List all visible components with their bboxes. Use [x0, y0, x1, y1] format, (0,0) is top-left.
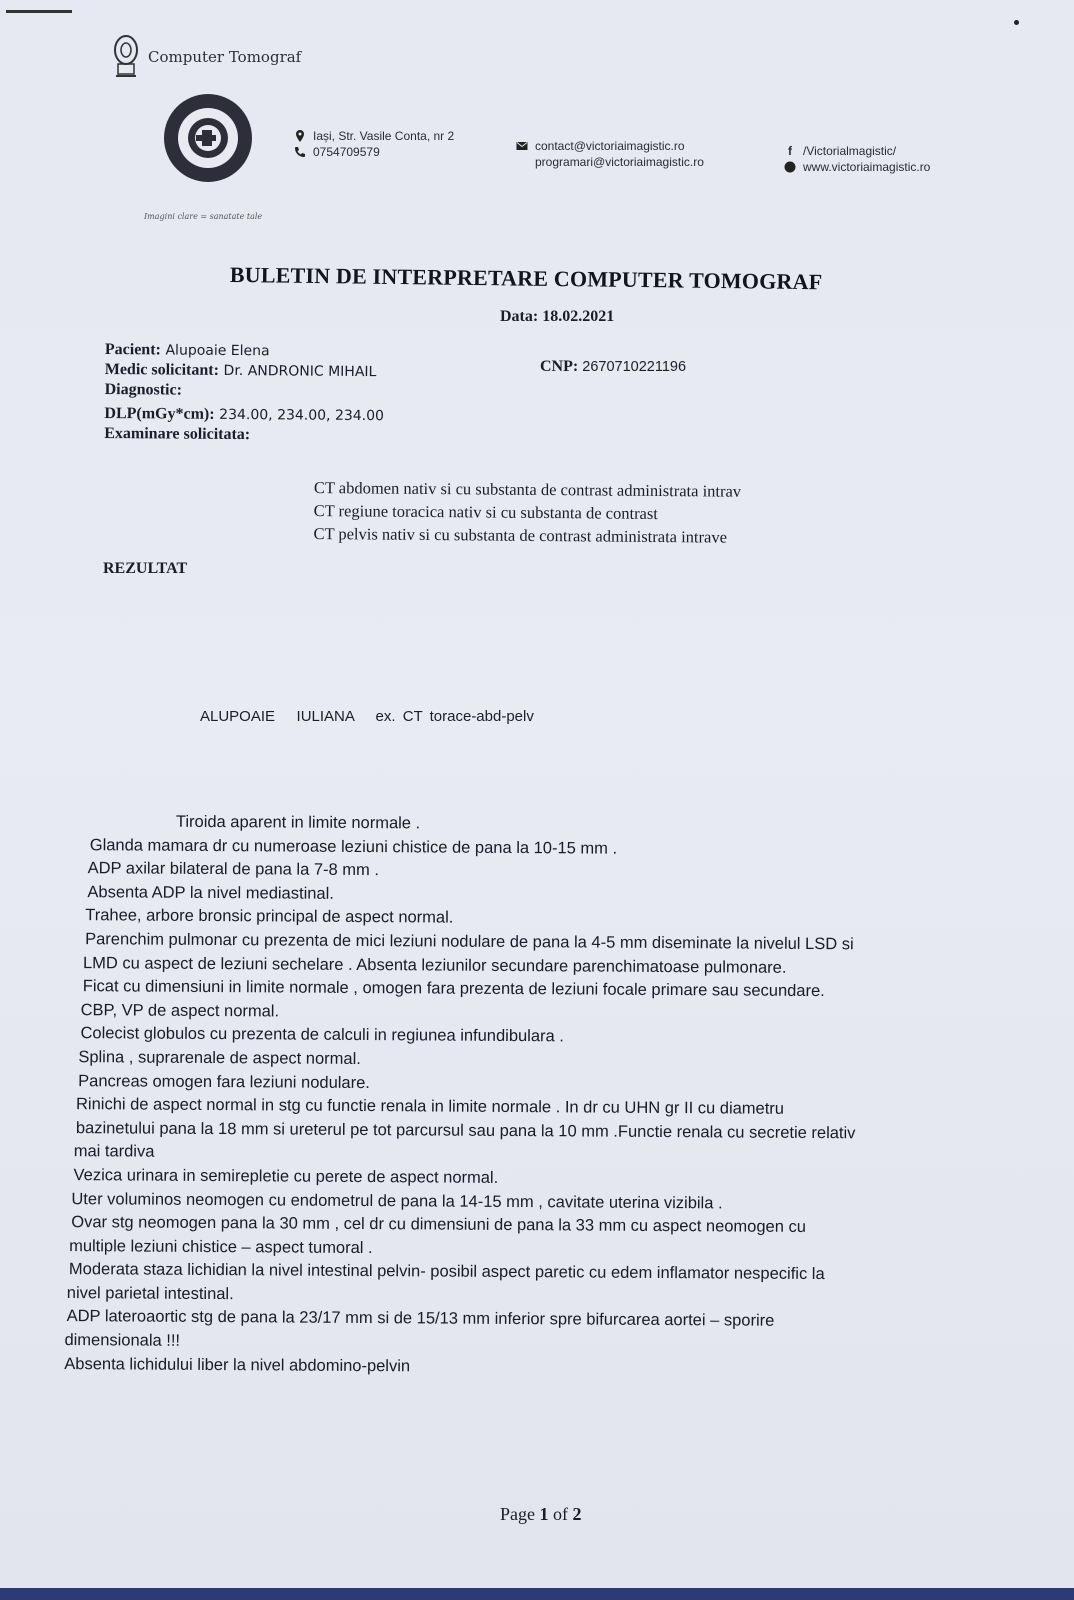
finding-line: Moderata staza lichidian la nivel intestinal pelvin- posibil aspect paretic cu edem inflamator nespecific la — [68, 1260, 825, 1284]
patient-meta — [104, 340, 384, 446]
phone-text: 0754709579 — [313, 145, 380, 159]
corner-mark — [6, 10, 72, 13]
email-programari-link[interactable]: programari@victoriaimagistic.ro — [535, 155, 704, 169]
finding-line: Glanda mamara dr cu numeroase leziuni chistice de pana la 10-15 mm . — [89, 835, 618, 858]
dlp-label: DLP(mGy*cm): — [104, 404, 215, 423]
finding-line: bazinetului pana la 18 mm si ureterul pe tot parcursul sau pana la 10 mm .Functie renala cu secretie relativ — [75, 1118, 856, 1143]
phone-icon — [294, 146, 306, 158]
ct-scanner-logo-icon — [112, 34, 140, 80]
patient-exam-line: ALUPOAIE IULIANA ex. CT torace-abd-pelv — [200, 708, 534, 725]
finding-line: ADP lateroaortic stg de pana la 23/17 mm si de 15/13 mm inferior spre bifurcarea aortei – sporire — [66, 1307, 775, 1331]
result-heading: REZULTAT — [103, 560, 188, 577]
finding-line: multiple leziuni chistice – aspect tumoral . — [69, 1236, 373, 1257]
address-text: Iași, Str. Vasile Conta, nr 2 — [313, 129, 455, 143]
bottom-edge-band — [0, 1588, 1074, 1600]
page-indicator — [500, 1504, 582, 1525]
exam-label: Examinare solicitata: — [104, 424, 251, 444]
finding-line: Colecist globulos cu prezenta de calculi in regiunea infundibulara . — [80, 1024, 564, 1046]
victoria-imagistic-seal-logo — [162, 92, 254, 184]
contact-email-block — [516, 138, 704, 170]
finding-line: nivel parietal intestinal. — [66, 1283, 234, 1304]
finding-line: Pancreas omogen fara leziuni nodulare. — [78, 1071, 370, 1092]
email-contact-link[interactable]: contact@victoriaimagistic.ro — [535, 139, 685, 153]
finding-line: Tiroida aparent in limite normale . — [175, 812, 421, 833]
brand-name: Computer Tomograf — [148, 48, 302, 66]
facebook-link[interactable]: /Victorialmagistic/ — [803, 144, 897, 158]
website-link[interactable]: www.victoriaimagistic.ro — [803, 160, 931, 174]
report-title: BULETIN DE INTERPRETARE COMPUTER TOMOGRAF — [229, 262, 823, 295]
finding-line: Vezica urinara in semirepletie cu perete de aspect normal. — [73, 1166, 499, 1187]
report-date — [500, 308, 614, 326]
page-total: 2 — [572, 1504, 582, 1524]
finding-line: Splina , suprarenale de aspect normal. — [78, 1048, 361, 1068]
doctor-label: Medic solicitant: — [104, 360, 220, 379]
finding-line: Absenta ADP la nivel mediastinal. — [87, 882, 334, 903]
cnp-label: CNP: — [540, 358, 579, 375]
finding-line: dimensionala !!! — [64, 1331, 181, 1350]
finding-line: mai tardiva — [73, 1142, 155, 1161]
finding-line: Absenta lichidului liber la nivel abdomino-pelvin — [64, 1354, 411, 1375]
page-of: of — [553, 1504, 568, 1524]
exam-item: CT pelvis nativ si cu substanta de contrast administrata intrave — [313, 523, 728, 547]
email-icon — [516, 140, 528, 152]
patient-label: Pacient: — [104, 340, 161, 359]
contact-address-block — [294, 128, 454, 160]
requested-exams-list — [313, 476, 741, 549]
page-prefix: Page — [500, 1504, 535, 1524]
diagnostic-label: Diagnostic: — [104, 380, 183, 399]
finding-line: Ovar stg neomogen pana la 30 mm , cel dr cu dimensiuni de pana la 33 mm cu aspect neomogen cu — [71, 1213, 806, 1237]
finding-line: Parenchim pulmonar cu prezenta de mici leziuni nodulare de pana la 4-5 mm diseminate la nivelul LSD si — [85, 930, 854, 954]
brand-header — [112, 34, 301, 80]
finding-line: Rinichi de aspect normal in stg cu functie renala in limite normale . In dr cu UHN gr II cu diametru — [75, 1095, 785, 1118]
finding-line: Trahee, arbore bronsic principal de aspect normal. — [85, 906, 454, 927]
patient-value: Alupoaie Elena — [165, 342, 270, 360]
finding-line: CBP, VP de aspect normal. — [80, 1000, 280, 1021]
page-current: 1 — [539, 1504, 549, 1524]
cnp-field — [540, 358, 686, 376]
contact-social-block — [784, 143, 930, 175]
ink-dot — [1014, 20, 1019, 25]
globe-icon — [784, 161, 796, 173]
cnp-value: 2670710221196 — [582, 359, 687, 375]
finding-line: LMD cu aspect de leziuni sechelare . Absenta leziunilor secundare parenchimatoase pulmonare. — [82, 953, 787, 977]
date-label: Data: — [500, 308, 539, 325]
finding-line: ADP axilar bilateral de pana la 7-8 mm . — [87, 859, 380, 880]
finding-line: Uter voluminos neomogen cu endometrul de pana la 14-15 mm , cavitate uterina vizibila . — [71, 1189, 723, 1212]
finding-line: Ficat cu dimensiuni in limite normale , omogen fara prezenta de leziuni focale primare sau secundare. — [82, 977, 825, 1001]
dlp-value: 234.00, 234.00, 234.00 — [219, 406, 385, 425]
exam-item: CT abdomen nativ si cu substanta de contrast administrata intrav — [313, 477, 742, 501]
doctor-value: Dr. ANDRONIC MIHAIL — [223, 362, 377, 381]
exam-item: CT regiune toracica nativ si cu substanta de contrast — [313, 500, 659, 524]
facebook-icon: f — [788, 144, 792, 158]
findings-text — [56, 810, 1010, 1383]
location-pin-icon — [294, 130, 306, 142]
date-value: 18.02.2021 — [542, 308, 615, 325]
tagline: Imagini clare = sanatate tale — [144, 212, 263, 221]
